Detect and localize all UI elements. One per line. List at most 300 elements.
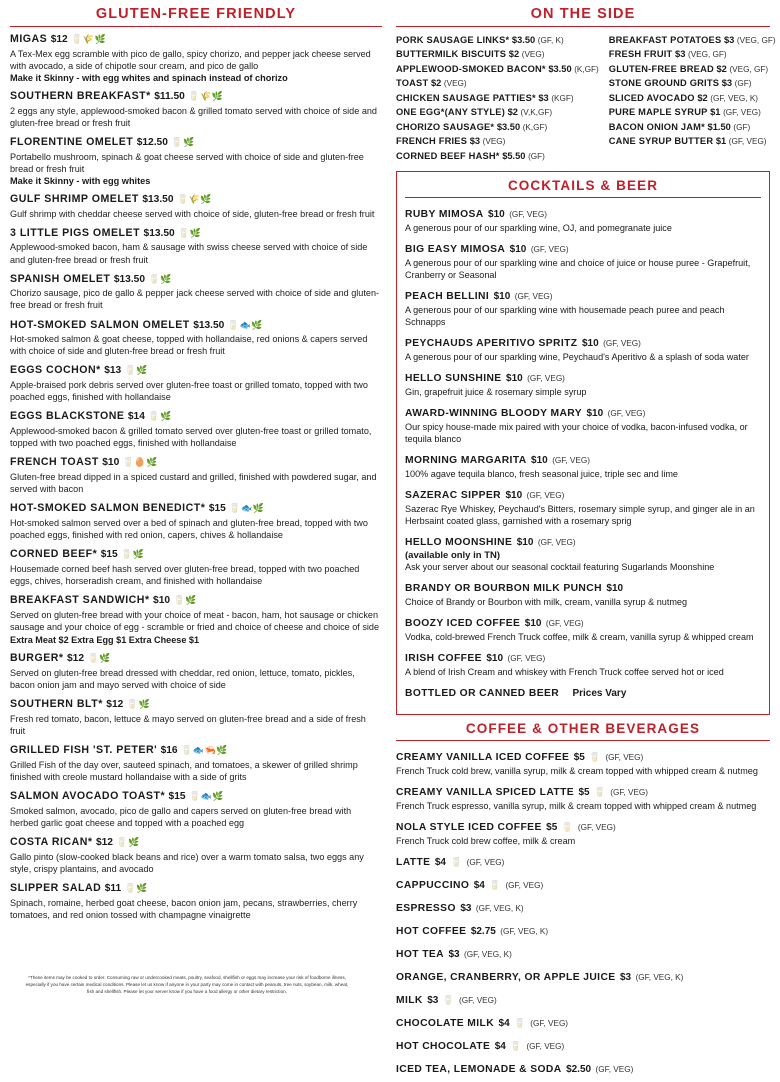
beverage-name: ORANGE, CRANBERRY, OR APPLE JUICE [396, 972, 616, 984]
dietary-tag: (GF, VEG) [507, 654, 546, 664]
menu-item [10, 790, 382, 829]
menu-item [10, 594, 382, 645]
cocktail-item [405, 648, 761, 678]
footnote: *These items may be cooked to order. Consuming raw or undercooked meats, poultry, seafood, shellfish or eggs may increase your risk of foodborne illness, especially if you have certain medical conditions. Please let us know if anyone in your party may come in contact with peanuts, tree nuts, soybean, milk, wheat, fish and shellfish. Please let your server know if you have a food allergy or other dietary restriction. [25, 975, 349, 995]
side-item [396, 105, 599, 119]
menu-item-header [10, 836, 382, 850]
beverage-name: CAPPUCCINO [396, 880, 470, 892]
menu-item-name: CORNED BEEF* [10, 548, 98, 561]
cocktail-item [405, 485, 761, 527]
beverage-name: CHOCOLATE MILK [396, 1018, 495, 1030]
menu-item-name: MIGAS [10, 33, 48, 45]
menu-item [10, 698, 382, 737]
beverage-price: $2.50 [566, 1064, 592, 1076]
menu-item [10, 744, 382, 783]
menu-item-description: Gluten-free bread dipped in a spiced custard and grilled, finished with powdered sugar, and served with bacon [10, 472, 377, 495]
side-item-price: $3.50 [496, 121, 521, 132]
menu-item-header [10, 790, 382, 804]
beer-name: BOTTLED OR CANNED BEER [405, 688, 560, 700]
side-item-price: $3 [675, 49, 686, 60]
menu-item-price: $11.50 [154, 90, 185, 102]
menu-item [10, 273, 382, 312]
menu-item-price: $10 [153, 595, 171, 607]
side-item-name: CORNED BEEF HASH* [396, 150, 500, 161]
cocktail-item [405, 532, 761, 573]
dietary-icons: 🥛🌿 [87, 653, 111, 664]
menu-item-price: $12.50 [136, 136, 168, 148]
menu-item-name: GRILLED FISH 'ST. PETER' [10, 743, 158, 756]
beverage-item [396, 1036, 770, 1054]
section-title-coffee: COFFEE & OTHER BEVERAGES [465, 721, 701, 737]
side-item-price: $3 [721, 78, 733, 89]
side-item-name: APPLEWOOD-SMOKED BACON* [396, 63, 546, 74]
beverage-item-header [396, 782, 770, 800]
side-items-left [396, 33, 599, 163]
cocktail-name: HELLO MOONSHINE [405, 537, 513, 549]
side-item-name: STONE GROUND GRITS [608, 78, 720, 89]
side-items-wrapper [396, 33, 776, 163]
menu-item [10, 410, 382, 449]
side-item [396, 62, 599, 76]
cocktail-item [405, 403, 761, 445]
dietary-tag: (GF, VEG) [537, 538, 576, 548]
menu-item [10, 319, 382, 358]
beverage-item-header [396, 1036, 770, 1054]
cocktail-price: $10 [486, 653, 504, 665]
cocktail-item-header [405, 286, 761, 304]
dietary-icons: 🥛🌿 [124, 365, 149, 376]
gluten-free-item-list [10, 33, 382, 921]
side-item [396, 149, 599, 163]
cocktail-price: $10 [516, 537, 534, 549]
cocktail-item [405, 578, 761, 608]
dietary-icons: 🥛🌾🌿 [71, 34, 107, 44]
cocktail-description: A generous pour of our sparkling wine with housemade peach puree and peach Schnapps [405, 305, 725, 328]
menu-item [10, 90, 382, 129]
menu-item-header [10, 456, 382, 470]
beverage-name: ESPRESSO [396, 903, 456, 915]
cocktail-item-header [405, 333, 761, 351]
beverage-item-header [396, 967, 770, 985]
cocktail-item-header [405, 239, 761, 257]
menu-item-header [10, 319, 382, 333]
side-item-price: $2 [508, 49, 520, 60]
dietary-tag: (GF, VEG) [605, 753, 644, 763]
cocktail-subnote: (available only in TN) [405, 550, 501, 562]
cocktail-item [405, 204, 761, 234]
beverage-price: $5 [546, 822, 558, 834]
side-item [396, 47, 599, 61]
beverage-name: LATTE [396, 857, 431, 869]
side-item-name: PURE MAPLE SYRUP [608, 107, 708, 118]
cocktail-item [405, 613, 761, 643]
menu-item-description: Gulf shrimp with cheddar cheese served with choice of side, gluten-free bread or fresh fruit [10, 208, 375, 219]
menu-item [10, 652, 382, 691]
cocktail-name: PEACH BELLINI [405, 291, 490, 303]
beverage-price: $4 [494, 1041, 506, 1053]
side-item [396, 120, 599, 134]
menu-item-name: SLIPPER SALAD [10, 881, 102, 894]
dietary-icons: 🥛🌿 [126, 699, 151, 710]
beverage-item [396, 747, 770, 777]
side-item [609, 76, 776, 90]
menu-item-name: 3 LITTLE PIGS OMELET [10, 226, 141, 239]
beverage-name: HOT TEA [396, 949, 444, 961]
menu-item-description: 2 eggs any style, applewood-smoked bacon & grilled tomato served with choice of side and gluten-free bread or fresh fruit [10, 105, 377, 128]
menu-item-price: $13.50 [143, 227, 175, 239]
side-item-price: $5.50 [502, 150, 526, 161]
menu-item-description: Hot-smoked salmon & goat cheese, topped with hollandaise, red onions & capers served with choice of side and gluten-free bread or fresh fruit [10, 334, 368, 357]
menu-item-header [10, 698, 382, 712]
menu-item-header [10, 193, 382, 207]
menu-item-description: Fresh red tomato, bacon, lettuce & mayo served on gluten-free bread and a side of fresh fruit [10, 713, 366, 736]
side-item-price: $3 [538, 92, 549, 103]
beverage-item-header [396, 944, 770, 962]
menu-item-header [10, 548, 382, 562]
menu-item-name: HOT-SMOKED SALMON OMELET [10, 318, 190, 331]
right-column [396, 6, 776, 1082]
side-item [609, 134, 776, 148]
side-item [609, 62, 776, 76]
cocktail-price: $10 [586, 408, 604, 420]
cocktail-description: Sazerac Rye Whiskey, Peychaud's Bitters, rosemary simple syrup, and ginger ale in an Herbsaint coated glass, garnished with a rosemary sprig [405, 504, 755, 527]
beverage-item-header [396, 817, 770, 835]
side-item-name: FRESH FRUIT [608, 49, 673, 60]
menu-item [10, 882, 382, 921]
divider [396, 26, 770, 27]
dietary-tag: (GF, VEG, K) [500, 927, 549, 937]
divider [405, 197, 761, 198]
menu-item-name: FLORENTINE OMELET [10, 135, 134, 148]
side-item-price: $1 [715, 136, 727, 147]
dietary-icons: 🥛🥚🌿 [122, 457, 158, 468]
beverage-price: $3 [460, 903, 472, 915]
menu-item [10, 836, 382, 875]
beer-price: Prices Vary [572, 688, 627, 700]
beverage-item [396, 990, 770, 1008]
dietary-tag: (GF, VEG) [610, 788, 649, 798]
menu-item [10, 136, 382, 186]
menu-item-price: $11 [104, 882, 122, 894]
cocktail-price: $10 [493, 291, 511, 303]
side-item-name: GLUTEN-FREE BREAD [608, 63, 714, 74]
cocktail-item-header [405, 532, 761, 550]
dietary-icons: 🥛 [450, 857, 463, 868]
dietary-tag: (GF, VEG) [514, 292, 553, 302]
dietary-tag: (GF, VEG) [595, 1065, 634, 1075]
menu-item-header [10, 744, 382, 758]
cocktail-description: Gin, grapefruit juice & rosemary simple syrup [405, 387, 587, 398]
menu-item-price: $12 [66, 653, 84, 665]
dietary-tag: (GF) [734, 79, 752, 89]
dietary-tag: (VEG) [521, 50, 545, 60]
dietary-tag: (VEG) [482, 137, 506, 147]
dietary-tag: (GF, VEG) [527, 374, 565, 384]
dietary-tag: (GF, VEG) [466, 858, 505, 868]
menu-item-description: A Tex-Mex egg scramble with pico de gallo, spicy chorizo, and pepper jack cheese served with avocado, a side of chipotle sour cream, and pico de gallo [10, 48, 371, 71]
dietary-icons: 🥛🌿 [171, 136, 195, 147]
dietary-icons: 🥛🌾🌿 [188, 90, 224, 101]
menu-item-price: $15 [208, 503, 226, 515]
dietary-icons: 🥛🌿 [121, 549, 145, 560]
side-item-name: BREAKFAST POTATOES [608, 35, 722, 45]
section-title-on-the-side: ON THE SIDE [530, 6, 636, 22]
side-item-price: $3.50 [548, 63, 572, 74]
beverage-name: CREAMY VANILLA ICED COFFEE [396, 752, 570, 764]
menu-item-description: Spinach, romaine, herbed goat cheese, bacon onion jam, pecans, strawberries, cherry tomatoes, and red onion tossed with champagne vinaigrette [10, 897, 358, 920]
side-item [609, 33, 776, 47]
beverage-price: $5 [573, 752, 585, 764]
beverage-item-header [396, 852, 770, 870]
beverage-item-header [396, 1013, 770, 1031]
menu-item-name: SOUTHERN BREAKFAST* [10, 89, 151, 102]
cocktail-item-list [405, 204, 761, 678]
cocktail-name: IRISH COFFEE [405, 653, 482, 665]
menu-item-price: $14 [127, 411, 145, 423]
menu-item-name: EGGS COCHON* [10, 364, 101, 377]
beverage-item [396, 898, 770, 916]
side-item [396, 33, 599, 47]
cocktail-price: $10 [488, 209, 505, 221]
menu-item-price: $12 [106, 699, 124, 711]
beverage-price: $2.75 [470, 926, 496, 938]
cocktail-name: PEYCHAUDS APERITIVO SPRITZ [405, 338, 578, 350]
side-item [609, 120, 776, 134]
dietary-icons: 🥛🌿 [116, 836, 140, 847]
dietary-icons: 🥛🌿 [148, 273, 172, 284]
beverage-name: ICED TEA, LEMONADE & SODA [396, 1064, 562, 1076]
cocktail-item-header [405, 485, 761, 503]
menu-item-note: Make it Skinny - with egg whites and spinach instead of chorizo [10, 72, 288, 83]
side-item-price: $3 [469, 136, 481, 147]
cocktail-name: AWARD-WINNING BLOODY MARY [405, 408, 583, 420]
dietary-tag: (GF, VEG) [526, 1042, 565, 1052]
beverage-price: $3 [448, 949, 460, 961]
dietary-icons: 🥛 [442, 995, 455, 1006]
menu-item-header [10, 90, 382, 104]
menu-item-description: Applewood-smoked bacon, ham & sausage with swiss cheese served with choice of side and gluten-free bread or fresh fruit [10, 242, 368, 265]
side-item-price: $2 [430, 78, 442, 89]
dietary-tag: (GF, VEG) [552, 456, 590, 466]
side-item-price: $2 [507, 107, 518, 118]
side-item-name: ONE EGG*(ANY STYLE) [396, 107, 506, 118]
dietary-tag: (GF, VEG) [603, 339, 641, 349]
menu-item-name: BURGER* [10, 652, 64, 665]
beverage-item [396, 967, 770, 985]
menu-item-header [10, 33, 382, 47]
menu-item [10, 456, 382, 495]
menu-item-price: $13.50 [142, 193, 174, 205]
cocktail-item-header [405, 578, 761, 596]
dietary-tag: (GF, VEG) [530, 245, 569, 255]
menu-item-header [10, 594, 382, 608]
menu-item-description: Hot-smoked salmon served over a bed of spinach and gluten-free bread, topped with two poached eggs, finished with red onion, capers, chives & hollandaise [10, 518, 368, 541]
menu-item-extras: Extra Meat $2 Extra Egg $1 Extra Cheese $1 [10, 635, 200, 646]
cocktail-item-header [405, 204, 761, 222]
menu-item-name: BREAKFAST SANDWICH* [10, 594, 150, 607]
beer-item [405, 683, 761, 701]
beverage-price: $4 [498, 1018, 510, 1030]
side-item-name: CANE SYRUP BUTTER [608, 136, 714, 147]
cocktail-item [405, 239, 761, 281]
dietary-icons: 🥛 [594, 787, 606, 798]
beverage-item [396, 852, 770, 870]
cocktail-price: $10 [506, 373, 523, 385]
cocktail-price: $10 [505, 490, 523, 502]
dietary-icons: 🥛🌾🌿 [176, 193, 213, 204]
section-title-gluten-free: GLUTEN-FREE FRIENDLY [95, 6, 297, 22]
beverage-price: $4 [434, 857, 446, 869]
side-item [396, 134, 599, 148]
menu-columns [10, 6, 776, 1082]
beverage-name: HOT CHOCOLATE [396, 1041, 491, 1053]
divider [10, 26, 382, 27]
beverage-price: $3 [620, 972, 632, 984]
menu-item-description: Apple-braised pork debris served over gluten-free toast or grilled tomato, topped with two poached eggs, finished with hollandaise [10, 380, 368, 403]
menu-item-name: COSTA RICAN* [10, 835, 93, 848]
menu-item-price: $13.50 [113, 273, 146, 285]
menu-item [10, 364, 382, 403]
cocktail-item-header [405, 368, 761, 386]
beverage-price: $3 [427, 995, 439, 1007]
cocktail-description: A generous pour of our sparkling wine, Peychaud's Aperitivo & a splash of soda water [405, 352, 749, 363]
beverage-description: French Truck cold brew, vanilla syrup, milk & cream topped with whipped cream & nutmeg [396, 766, 758, 777]
menu-item-name: FRENCH TOAST [10, 456, 99, 469]
cocktail-description: Ask your server about our seasonal cocktail featuring Sugarlands Moonshine [405, 562, 715, 573]
menu-item-price: $12 [95, 836, 113, 848]
cocktail-price: $10 [531, 455, 548, 467]
side-item-name: BUTTERMILK BISCUITS [396, 49, 507, 60]
cocktail-name: MORNING MARGARITA [405, 455, 527, 467]
beverage-price: $4 [473, 880, 485, 892]
beverage-price: $5 [578, 787, 590, 799]
dietary-tag: (KGF) [551, 93, 574, 103]
dietary-tag: (GF, VEG) [728, 137, 767, 147]
cocktail-item [405, 286, 761, 328]
menu-item [10, 502, 382, 541]
cocktail-description: Choice of Brandy or Bourbon with milk, cream, vanilla syrup & nutmeg [405, 597, 688, 608]
side-item [396, 91, 599, 105]
menu-item-name: SOUTHERN BLT* [10, 698, 103, 711]
beverage-item-header [396, 990, 770, 1008]
dietary-icons: 🥛🐟🌿 [189, 790, 225, 801]
beverage-item [396, 1013, 770, 1031]
beverage-item [396, 875, 770, 893]
dietary-tag: (GF) [733, 122, 751, 132]
side-item [609, 47, 776, 61]
dietary-tag: (VEG, GF) [736, 36, 776, 45]
side-item [396, 76, 599, 90]
cocktail-item-header [405, 648, 761, 666]
dietary-icons: 🥛 [561, 822, 574, 833]
cocktail-name: BRANDY OR BOURBON MILK PUNCH [405, 583, 602, 595]
menu-item-name: SALMON AVOCADO TOAST* [10, 789, 166, 802]
dietary-tag: (VEG) [443, 79, 467, 89]
dietary-icons: 🥛 [489, 880, 501, 891]
beverage-item-header [396, 875, 770, 893]
dietary-icons: 🥛 [589, 752, 601, 763]
cocktail-item-header [405, 450, 761, 468]
menu-item-description: Housemade corned beef hash served over gluten-free bread, topped with two poached eggs, chives, horseradish cream, and finished with hollandaise [10, 563, 360, 587]
menu-item-description: Served on gluten-free bread dressed with cheddar, red onion, lettuce, tomato, pickles, bacon onion jam and mayo served with choice of side [10, 667, 355, 690]
dietary-icons: 🥛🐟🌿 [229, 503, 265, 514]
menu-item-header [10, 273, 382, 287]
side-item-name: BACON ONION JAM* [608, 121, 705, 132]
cocktail-description: 100% agave tequila blanco, fresh seasonal juice, triple sec and lime [405, 469, 678, 480]
menu-item [10, 193, 382, 220]
cocktail-item-header [405, 403, 761, 421]
side-item-price: $3 [723, 35, 735, 45]
beverage-description: French Truck espresso, vanilla syrup, milk & cream topped with whipped cream & nutmeg [396, 801, 757, 812]
dietary-tag: (V,K,GF) [520, 108, 553, 118]
cocktails-box [396, 171, 770, 715]
menu-item [10, 227, 382, 266]
dietary-tag: (GF, K) [537, 36, 564, 45]
section-title-cocktails: COCKTAILS & BEER [507, 178, 659, 194]
cocktail-price: $10 [524, 618, 542, 630]
menu-item-header [10, 652, 382, 666]
cocktail-description: Vodka, cold-brewed French Truck coffee, milk & cream, vanilla syrup & whipped cream [405, 632, 754, 643]
side-items-right [609, 33, 776, 163]
beverage-item [396, 782, 770, 812]
cocktail-name: HELLO SUNSHINE [405, 373, 502, 385]
dietary-tag: (VEG, GF) [687, 50, 727, 60]
cocktail-name: SAZERAC SIPPER [405, 490, 501, 502]
beverage-item [396, 944, 770, 962]
menu-item-header [10, 136, 382, 150]
dietary-icons: 🥛🌿 [178, 227, 202, 238]
dietary-tag: (VEG, GF) [729, 64, 769, 74]
dietary-icons: 🥛🌿 [148, 411, 172, 422]
menu-item-name: HOT-SMOKED SALMON BENEDICT* [10, 502, 206, 515]
cocktail-description: A blend of Irish Cream and whiskey with French Truck coffee served hot or iced [405, 667, 724, 678]
dietary-tag: (GF, VEG) [505, 881, 544, 891]
beverage-item [396, 817, 770, 847]
menu-item-name: GULF SHRIMP OMELET [10, 192, 139, 205]
side-item-price: $2 [716, 63, 727, 74]
gluten-free-column [10, 6, 382, 928]
menu-item-price: $15 [168, 790, 186, 802]
menu-item-header [10, 882, 382, 896]
dietary-tag: (GF, VEG) [577, 823, 616, 833]
dietary-icons: 🥛 [510, 1041, 522, 1052]
side-item-name: CHORIZO SAUSAGE* [396, 121, 495, 132]
side-item-price: $2 [697, 92, 708, 103]
cocktail-price: $10 [509, 244, 527, 256]
dietary-tag: (GF, VEG, K) [464, 950, 512, 960]
dietary-tag: (GF, VEG) [509, 210, 547, 220]
side-item-name: TOAST [396, 78, 429, 89]
dietary-tag: (K,GF) [574, 64, 599, 74]
menu-item-name: SPANISH OMELET [10, 272, 111, 285]
beverage-item-header [396, 747, 770, 765]
side-item-price: $1.50 [707, 121, 731, 132]
cocktail-description: Our spicy house-made mix paired with your choice of vodka, bacon-infused vodka, or tequila blanco [405, 422, 748, 445]
menu-item-price: $13.50 [193, 319, 225, 331]
menu-item-name: EGGS BLACKSTONE [10, 410, 125, 423]
divider [396, 740, 770, 741]
beverage-item [396, 1059, 770, 1077]
side-item-price: $1 [710, 107, 721, 118]
dietary-icons: 🥛🐟🌿 [227, 319, 263, 330]
cocktail-item-header [405, 613, 761, 631]
menu-item-description: Gallo pinto (slow-cooked black beans and rice) over a warm tomato salsa, two eggs any style, crispy plantains, and avocado [10, 851, 364, 874]
beverage-name: NOLA STYLE ICED COFFEE [396, 822, 542, 834]
dietary-tag: (GF, VEG) [530, 1019, 569, 1029]
side-item-name: CHICKEN SAUSAGE PATTIES* [396, 92, 536, 103]
cocktail-name: BIG EASY MIMOSA [405, 244, 506, 256]
beverage-description: French Truck cold brew coffee, milk & cream [396, 836, 576, 847]
